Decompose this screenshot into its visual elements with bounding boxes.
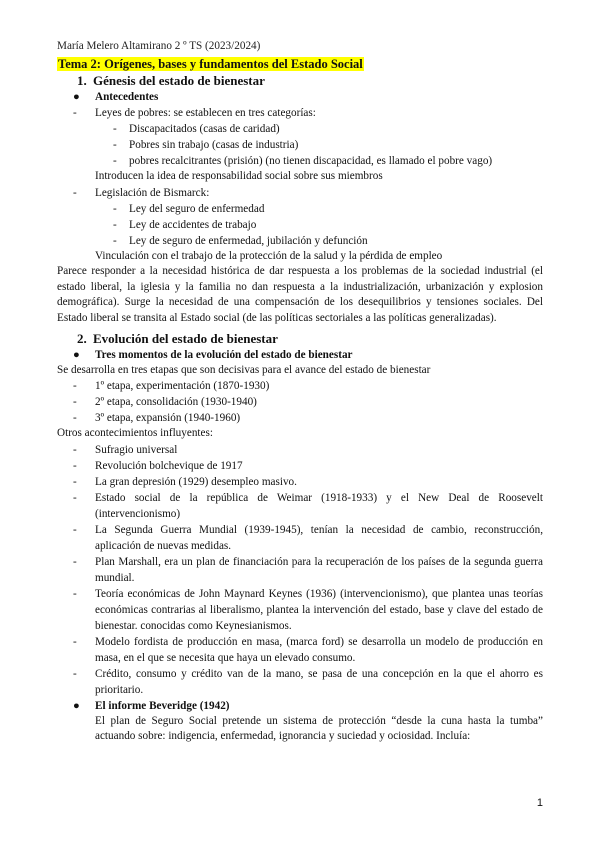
- dash-icon: -: [113, 218, 117, 231]
- dash-icon: -: [73, 107, 77, 119]
- dash-icon: -: [73, 635, 77, 648]
- acontecimiento-text: La Segunda Guerra Mundial (1939-1945), tenían la necesidad de cambio, reconstrucción, aplicación de nuevas medidas.: [95, 523, 543, 552]
- vinculacion-text: Vinculación con el trabajo de la protección de la salud y la pérdida de empleo: [95, 249, 443, 262]
- bismarck-law-item: [113, 233, 543, 249]
- dash-icon: -: [73, 186, 77, 199]
- categoria-text: Pobres sin trabajo (casas de industria): [129, 139, 299, 151]
- dash-icon: -: [73, 443, 77, 456]
- etapas-intro: Se desarrolla en tres etapas que son decisivas para el avance del estado de bienestar: [57, 363, 431, 376]
- acontecimiento-item: [73, 522, 543, 554]
- acontecimiento-text: Plan Marshall, era un plan de financiación para la recuperación de los países de la segunda guerra mundial.: [95, 555, 543, 584]
- dash-icon: -: [73, 555, 77, 568]
- categoria-item: [113, 153, 543, 169]
- etapa-text: 2º etapa, consolidación (1930-1940): [95, 396, 257, 409]
- dash-icon: -: [73, 523, 77, 536]
- acontecimiento-item: [73, 666, 543, 698]
- categoria-item: [113, 121, 543, 137]
- section-2-number: 2.: [77, 330, 87, 346]
- acontecimiento-text: Crédito, consumo y crédito van de la mano, se pasa de una concepción en la que el ahorro es prioritario.: [95, 667, 543, 696]
- introducen-text: Introducen la idea de responsabilidad social sobre sus miembros: [95, 170, 383, 182]
- categoria-item: [113, 137, 543, 153]
- etapa-text: 3º etapa, expansión (1940-1960): [95, 412, 241, 425]
- categoria-text: pobres recalcitrantes (prisión) (no tienen discapacidad, es llamado el pobre vago): [129, 155, 493, 167]
- dash-icon: -: [73, 396, 77, 409]
- dash-icon: -: [73, 667, 77, 680]
- antecedentes-bullet: [73, 89, 543, 105]
- dash-icon: -: [113, 234, 117, 247]
- leyes-pobres-text: Leyes de pobres: se establecen en tres categorías:: [95, 107, 316, 119]
- section-2-title: Evolución del estado de bienestar: [93, 330, 278, 346]
- acontecimiento-item: [73, 586, 543, 634]
- etapa-item: [73, 378, 543, 394]
- dash-icon: -: [73, 491, 77, 504]
- dash-icon: -: [73, 475, 77, 488]
- dash-icon: -: [73, 459, 77, 472]
- bullet-icon: ●: [73, 699, 80, 712]
- section-1-heading: [77, 72, 543, 89]
- section-1-number: 1.: [77, 73, 87, 88]
- dash-icon: -: [113, 155, 117, 167]
- dash-icon: -: [113, 139, 117, 151]
- bismarck-law-text: Ley de accidentes de trabajo: [129, 218, 257, 231]
- beveridge-text: El plan de Seguro Social pretende un sistema de protección “desde la cuna hasta la tumba” actuando sobre: indigencia, enfermedad, ignorancia y suciedad y ociosidad. Incluía:: [95, 714, 543, 743]
- acontecimiento-item: [73, 474, 543, 490]
- bismarck-law-item: [113, 201, 543, 217]
- etapa-item: [73, 394, 543, 410]
- momentos-label: Tres momentos de la evolución del estado de bienestar: [95, 348, 353, 361]
- topic-title: [57, 56, 543, 72]
- acontecimiento-text: Modelo fordista de producción en masa, (marca ford) se desarrolla un modelo de producción en masa, en el que se necesita que haya un elevado consumo.: [95, 635, 543, 664]
- document-header: María Melero Altamirano 2 º TS (2023/2024): [57, 40, 261, 52]
- etapa-item: [73, 410, 543, 426]
- dash-icon: -: [73, 380, 77, 393]
- bismarck-law-text: Ley del seguro de enfermedad: [129, 202, 265, 215]
- beveridge-label: El informe Beveridge (1942): [95, 699, 230, 712]
- categoria-text: Discapacitados (casas de caridad): [129, 123, 280, 135]
- momentos-bullet: [73, 347, 543, 363]
- otros-acontecimientos-label: Otros acontecimientos influyentes:: [57, 427, 213, 440]
- acontecimiento-item: [73, 442, 543, 458]
- dash-icon: -: [73, 412, 77, 425]
- beveridge-bullet: [73, 698, 543, 714]
- bismarck-law-item: [113, 217, 543, 233]
- bismarck-text: Legislación de Bismarck:: [95, 186, 210, 199]
- topic-title-highlight: Tema 2: Orígenes, bases y fundamentos del Estado Social: [58, 57, 363, 71]
- dash-icon: -: [113, 123, 117, 135]
- bismarck-item: [73, 185, 543, 201]
- document-page: [57, 40, 543, 745]
- bismarck-law-text: Ley de seguro de enfermedad, jubilación y defunción: [129, 234, 368, 247]
- section-2-heading: [77, 330, 543, 347]
- section-1-paragraph: Parece responder a la necesidad histórica de dar respuesta a los problemas de la sociedad industrial (el estado liberal, la iglesia y la familia no dan respuesta a la industrialización, urbanización y explosion demográfica). Surge la necesidad de una compensación de los desequilibrios y tensiones sociales. Del Estado liberal se transita al Estado social (de las políticas sectoriales a las políticas generalizadas).: [57, 265, 543, 324]
- antecedentes-label: Antecedentes: [95, 91, 159, 103]
- section-1-title: Génesis del estado de bienestar: [93, 73, 265, 88]
- bullet-icon: ●: [73, 348, 80, 361]
- acontecimiento-item: [73, 458, 543, 474]
- bullet-icon: ●: [73, 91, 80, 103]
- leyes-pobres-item: [73, 105, 543, 121]
- acontecimiento-item: [73, 490, 543, 522]
- acontecimiento-item: [73, 554, 543, 586]
- acontecimiento-text: Revolución bolchevique de 1917: [95, 459, 243, 472]
- acontecimiento-text: Estado social de la república de Weimar (1918-1933) y el New Deal de Roosevelt (intervencionismo): [95, 491, 543, 520]
- dash-icon: -: [73, 587, 77, 600]
- acontecimiento-item: [73, 634, 543, 666]
- etapa-text: 1º etapa, experimentación (1870-1930): [95, 380, 270, 393]
- acontecimiento-text: Teoría económicas de John Maynard Keynes (1936) (intervencionismo), que plantea unas teorías económicas contrarias al liberalismo, plantea la intervención del estado, base y clave del estado de bienestar. conocidas como Keynesianismos.: [95, 587, 543, 632]
- acontecimiento-text: Sufragio universal: [95, 443, 178, 456]
- page-number: 1: [536, 797, 543, 809]
- dash-icon: -: [113, 202, 117, 215]
- acontecimiento-text: La gran depresión (1929) desempleo masivo.: [95, 475, 297, 488]
